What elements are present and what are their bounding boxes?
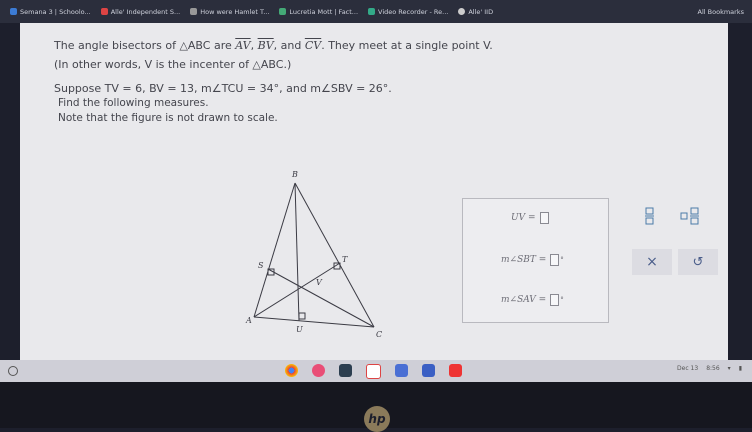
taskbar: [0, 360, 752, 382]
tab-schoology[interactable]: [10, 8, 91, 16]
tab-alle-iid[interactable]: [458, 8, 493, 16]
clear-button[interactable]: [632, 249, 672, 275]
right-angle-u: [299, 313, 305, 319]
bookmarks-bar: [0, 0, 752, 23]
label-s: S: [258, 261, 264, 270]
tab-label: Semana 3 | Schoolo...: [20, 7, 91, 16]
slides-icon[interactable]: [422, 364, 435, 377]
problem-find: Find the following measures.: [58, 97, 209, 109]
wifi-icon: ▾: [727, 365, 731, 372]
sav-input[interactable]: [550, 294, 559, 306]
undo-icon: ↺: [692, 254, 704, 270]
answer-sbt-label: m∠SBT =: [501, 255, 547, 265]
problem-suppose: Suppose TV = 6, BV = 13, m∠TCU = 34°, and m∠SBV = 26°.: [54, 82, 392, 95]
side-ab: [254, 183, 295, 317]
hp-logo: hp: [364, 406, 390, 432]
mixed-number-icon: [680, 207, 702, 225]
problem-intro: The angle bisectors of △ABC are $\overline{AV}$, $\overline{BV}$, and $\overline{CV}$. They meet at a single point V.: [54, 39, 493, 52]
close-icon: ×: [646, 254, 658, 270]
gmail-icon[interactable]: [366, 364, 381, 379]
problem-page: [20, 23, 728, 363]
fraction-tool-button[interactable]: [645, 207, 655, 228]
mail-icon: [101, 8, 108, 15]
label-c: C: [376, 330, 383, 339]
answer-panel: [462, 198, 609, 323]
tab-label: Alle' IID: [468, 7, 494, 16]
mixed-number-tool-button[interactable]: [680, 207, 702, 228]
segment-av: $\overline{AV}$: [235, 39, 251, 52]
label-b: B: [292, 170, 298, 179]
tab-label: Lucretia Mott | Fact...: [289, 7, 359, 16]
tray-date: Dec 13: [677, 365, 699, 372]
sbt-input[interactable]: [550, 254, 559, 266]
bisector-at: [254, 263, 340, 317]
camera-icon[interactable]: [339, 364, 352, 377]
answer-uv: [511, 212, 549, 224]
page-icon: [458, 8, 465, 15]
triangle-figure: [230, 165, 430, 365]
answer-uv-label: UV =: [511, 213, 536, 223]
fraction-icon: [645, 207, 655, 225]
all-bookmarks-link[interactable]: All Bookmarks: [697, 7, 744, 16]
answer-sav: [501, 294, 564, 306]
segment-cv: $\overline{CV}$: [304, 39, 322, 52]
tab-label: Video Recorder - Re...: [378, 7, 449, 16]
degree-symbol: °: [560, 256, 564, 264]
tab-video[interactable]: [368, 8, 448, 16]
tab-hamlet[interactable]: [190, 8, 269, 16]
answer-sbt: [501, 254, 564, 266]
chrome-icon[interactable]: [285, 364, 298, 377]
tray-time: 8:56: [706, 365, 720, 372]
problem-paren: (In other words, V is the incenter of △ABC.): [54, 58, 292, 71]
youtube-icon[interactable]: [449, 364, 462, 377]
intro-text: The angle bisectors of △ABC are: [54, 39, 232, 52]
page-icon: [279, 8, 286, 15]
label-a: A: [246, 316, 252, 325]
taskbar-apps: [285, 364, 462, 379]
doc-icon: [190, 8, 197, 15]
bisector-bu: [295, 183, 299, 321]
tab-label: Alle' Independent S...: [110, 7, 181, 16]
uv-input[interactable]: [540, 212, 549, 224]
tab-alle[interactable]: [101, 8, 181, 16]
intro-end: . They meet at a single point V.: [321, 39, 493, 52]
degree-symbol: °: [560, 296, 564, 304]
tab-label: How were Hamlet T...: [200, 7, 270, 16]
app-icon[interactable]: [312, 364, 325, 377]
video-icon: [368, 8, 375, 15]
tab-lucretia[interactable]: [279, 8, 358, 16]
docs-icon[interactable]: [395, 364, 408, 377]
schoology-icon: [10, 8, 17, 15]
answer-sav-label: m∠SAV =: [501, 295, 547, 305]
battery-icon: ▮: [738, 365, 742, 372]
system-tray[interactable]: [677, 365, 742, 372]
undo-button[interactable]: [678, 249, 718, 275]
problem-note: Note that the figure is not drawn to scale.: [58, 112, 278, 124]
label-v: V: [316, 278, 322, 287]
launcher-icon[interactable]: [8, 366, 18, 376]
label-t: T: [342, 255, 348, 264]
label-u: U: [296, 325, 303, 334]
side-ac: [254, 317, 374, 327]
segment-bv: $\overline{BV}$: [257, 39, 274, 52]
